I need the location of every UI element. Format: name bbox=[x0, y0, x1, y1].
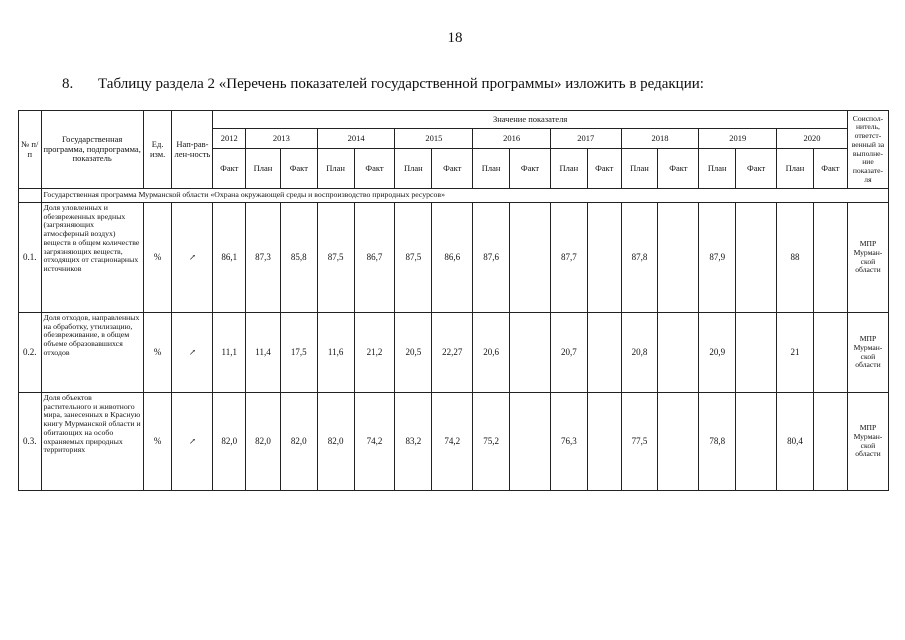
col-header-direction: Нап-рав-лен-ность bbox=[172, 111, 213, 189]
subheader-fact: Факт bbox=[736, 149, 777, 189]
value-cell: 21,2 bbox=[354, 313, 395, 393]
heading-text: Таблицу раздела 2 «Перечень показателей государственной программы» изложить в редакции: bbox=[98, 76, 704, 92]
col-header-responsible: Соиспол-нитель, ответст-венный за выполне-ние показате-ля bbox=[847, 111, 888, 189]
value-cell: 20,7 bbox=[550, 313, 587, 393]
responsible-cell: МПР Мурман-ской области bbox=[847, 203, 888, 313]
empty-cell bbox=[19, 189, 42, 203]
subheader-fact: Факт bbox=[510, 149, 551, 189]
value-cell: 88 bbox=[777, 203, 814, 313]
value-cell bbox=[587, 313, 621, 393]
value-cell: 80,4 bbox=[777, 393, 814, 491]
value-cell: 20,8 bbox=[621, 313, 658, 393]
value-cell: 82,0 bbox=[317, 393, 354, 491]
page-number: 18 bbox=[447, 30, 463, 46]
value-cell bbox=[813, 203, 847, 313]
value-cell: 75,2 bbox=[473, 393, 510, 491]
value-cell bbox=[736, 393, 777, 491]
responsible-cell: МПР Мурман-ской области bbox=[847, 393, 888, 491]
indicator-unit: % bbox=[143, 203, 172, 313]
value-cell: 86,1 bbox=[213, 203, 246, 313]
value-cell: 87,8 bbox=[621, 203, 658, 313]
value-cell bbox=[658, 313, 699, 393]
heading-number: 8. bbox=[62, 76, 74, 92]
value-cell: 20,5 bbox=[395, 313, 432, 393]
subheader-plan: План bbox=[621, 149, 658, 189]
indicator-name: Доля объектов растительного и животного мира, занесенных в Красную книгу Мурманской области и обитающих на особо охраняемых природных территориях bbox=[41, 393, 143, 491]
value-cell: 74,2 bbox=[432, 393, 473, 491]
year-2019: 2019 bbox=[699, 129, 777, 149]
year-2016: 2016 bbox=[473, 129, 551, 149]
value-cell: 11,4 bbox=[246, 313, 281, 393]
direction-up-icon: ↗ bbox=[172, 203, 213, 313]
value-cell bbox=[510, 313, 551, 393]
value-cell: 20,9 bbox=[699, 313, 736, 393]
value-cell bbox=[510, 203, 551, 313]
value-cell bbox=[587, 203, 621, 313]
col-header-number: № п/п bbox=[19, 111, 42, 189]
value-cell: 77,5 bbox=[621, 393, 658, 491]
value-cell bbox=[658, 393, 699, 491]
table-row bbox=[19, 203, 889, 313]
value-cell: 82,0 bbox=[246, 393, 281, 491]
value-cell: 22,27 bbox=[432, 313, 473, 393]
value-cell: 11,6 bbox=[317, 313, 354, 393]
year-2017: 2017 bbox=[550, 129, 621, 149]
value-cell: 85,8 bbox=[280, 203, 317, 313]
section-heading bbox=[62, 76, 704, 93]
value-cell: 86,7 bbox=[354, 203, 395, 313]
value-cell: 82,0 bbox=[280, 393, 317, 491]
direction-up-icon: ↗ bbox=[172, 393, 213, 491]
year-2018: 2018 bbox=[621, 129, 699, 149]
value-cell: 78,8 bbox=[699, 393, 736, 491]
subheader-fact: Факт bbox=[280, 149, 317, 189]
row-number: 0.3. bbox=[19, 393, 42, 491]
year-2013: 2013 bbox=[246, 129, 318, 149]
value-cell: 87,5 bbox=[395, 203, 432, 313]
value-cell: 17,5 bbox=[280, 313, 317, 393]
subheader-plan: План bbox=[246, 149, 281, 189]
subheader-fact: Факт bbox=[587, 149, 621, 189]
indicators-table bbox=[18, 110, 889, 491]
year-2012: 2012 bbox=[213, 129, 246, 149]
value-cell: 21 bbox=[777, 313, 814, 393]
subheader-fact: Факт bbox=[213, 149, 246, 189]
col-header-values-group: Значение показателя bbox=[213, 111, 848, 129]
year-2014: 2014 bbox=[317, 129, 395, 149]
value-cell: 82,0 bbox=[213, 393, 246, 491]
year-2020: 2020 bbox=[777, 129, 848, 149]
indicator-unit: % bbox=[143, 313, 172, 393]
year-2015: 2015 bbox=[395, 129, 473, 149]
value-cell: 20,6 bbox=[473, 313, 510, 393]
value-cell bbox=[813, 393, 847, 491]
row-number: 0.2. bbox=[19, 313, 42, 393]
subheader-fact: Факт bbox=[354, 149, 395, 189]
value-cell bbox=[736, 203, 777, 313]
subheader-plan: План bbox=[317, 149, 354, 189]
subheader-fact: Факт bbox=[813, 149, 847, 189]
row-number: 0.1. bbox=[19, 203, 42, 313]
value-cell: 87,3 bbox=[246, 203, 281, 313]
value-cell: 87,5 bbox=[317, 203, 354, 313]
value-cell: 87,7 bbox=[550, 203, 587, 313]
table-row bbox=[19, 313, 889, 393]
responsible-cell: МПР Мурман-ской области bbox=[847, 313, 888, 393]
value-cell: 87,9 bbox=[699, 203, 736, 313]
subheader-plan: План bbox=[473, 149, 510, 189]
subheader-fact: Факт bbox=[432, 149, 473, 189]
value-cell bbox=[658, 203, 699, 313]
value-cell: 83,2 bbox=[395, 393, 432, 491]
value-cell bbox=[813, 313, 847, 393]
value-cell: 76,3 bbox=[550, 393, 587, 491]
indicator-unit: % bbox=[143, 393, 172, 491]
subheader-plan: План bbox=[777, 149, 814, 189]
subheader-fact: Факт bbox=[658, 149, 699, 189]
indicator-name: Доля отходов, направленных на обработку, утилизацию, обезвреживание, в общем объеме образовавшихся отходов bbox=[41, 313, 143, 393]
table-row bbox=[19, 393, 889, 491]
value-cell bbox=[736, 313, 777, 393]
value-cell: 87,6 bbox=[473, 203, 510, 313]
col-header-unit: Ед. изм. bbox=[143, 111, 172, 189]
subheader-plan: План bbox=[550, 149, 587, 189]
value-cell: 11,1 bbox=[213, 313, 246, 393]
value-cell bbox=[587, 393, 621, 491]
value-cell: 86,6 bbox=[432, 203, 473, 313]
program-title: Государственная программа Мурманской области «Охрана окружающей среды и воспроизводство природных ресурсов» bbox=[41, 189, 889, 203]
col-header-program: Государственная программа, подпрограмма, показатель bbox=[41, 111, 143, 189]
direction-up-icon: ↗ bbox=[172, 313, 213, 393]
subheader-plan: План bbox=[395, 149, 432, 189]
subheader-plan: План bbox=[699, 149, 736, 189]
indicator-name: Доля уловленных и обезвреженных вредных (загрязняющих атмосферный воздух) веществ в общем количестве загрязняющих веществ, отходящих от стационарных источников bbox=[41, 203, 143, 313]
value-cell bbox=[510, 393, 551, 491]
value-cell: 74,2 bbox=[354, 393, 395, 491]
